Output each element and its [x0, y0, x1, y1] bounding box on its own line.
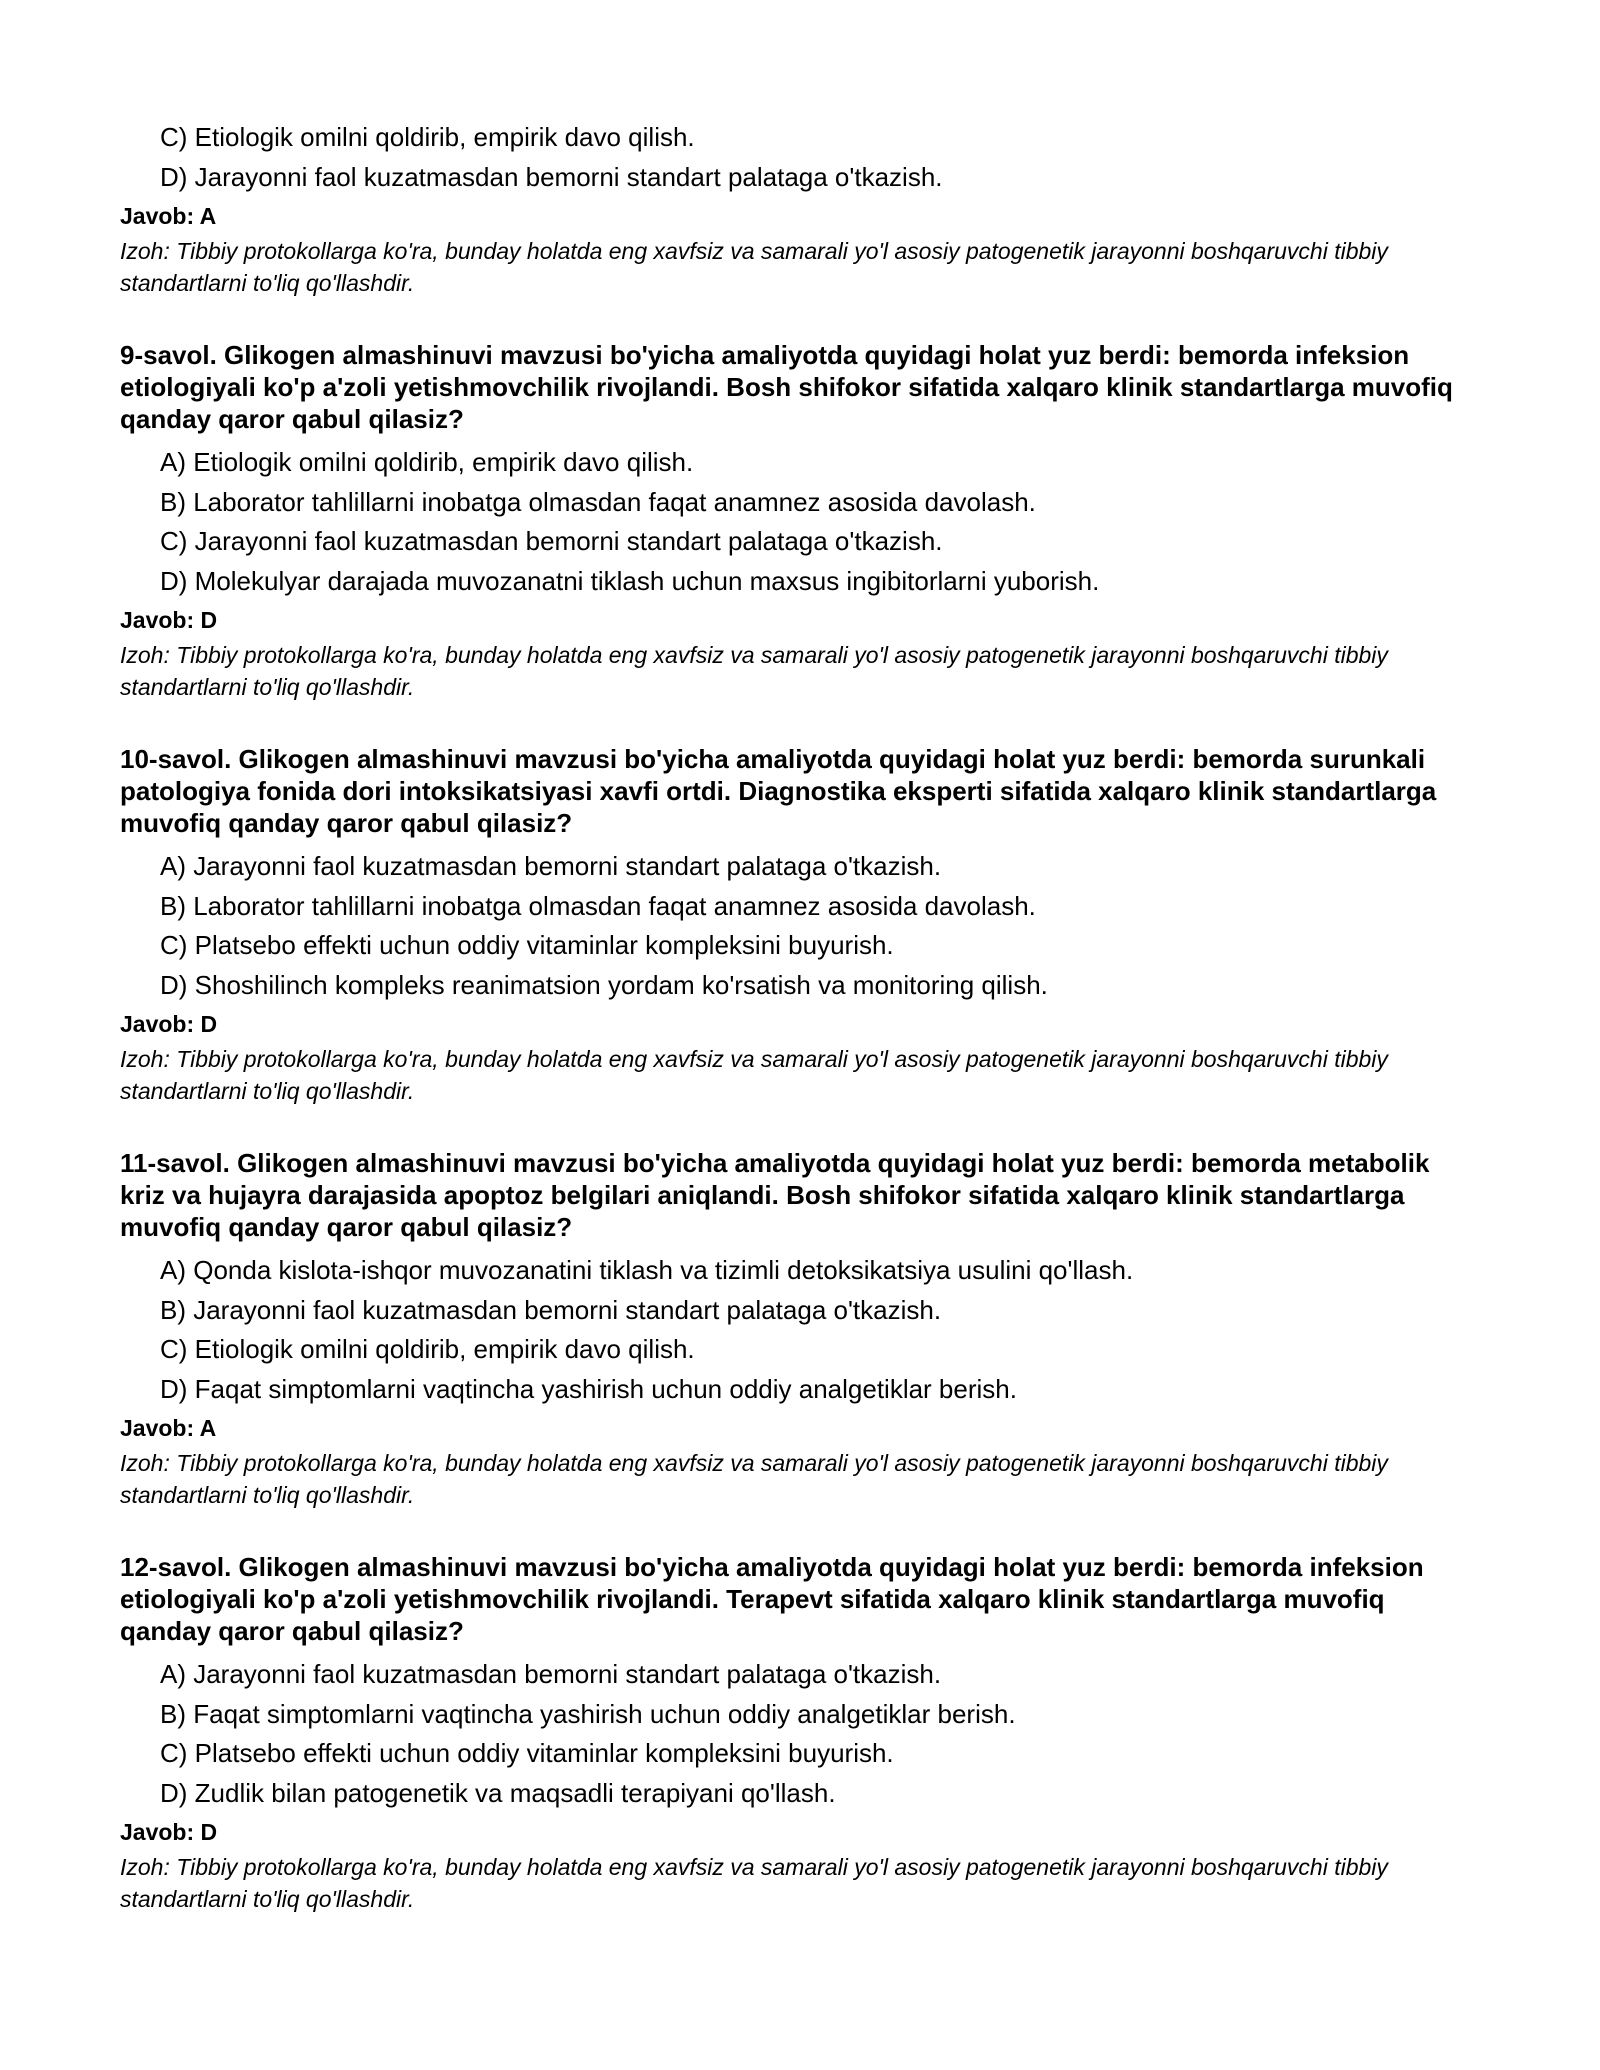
option-a: A) Etiologik omilni qoldirib, empirik davo qilish.	[160, 447, 694, 477]
option-b: B) Laborator tahlillarni inobatga olmasdan faqat anamnez asosida davolash.	[160, 486, 1036, 517]
option-c: C) Platsebo effekti uchun oddiy vitaminlar kompleksini buyurish.	[160, 930, 894, 960]
options-list	[120, 443, 1465, 601]
options-list	[120, 847, 1465, 1005]
option-c: C) Etiologik omilni qoldirib, empirik davo qilish.	[160, 122, 695, 152]
question-text: 9-savol. Glikogen almashinuvi mavzusi bo'yicha amaliyotda quyidagi holat yuz berdi: bemorda infeksion etiologiyali ko'p a'zoli yetishmovchilik rivojlandi. Bosh shifokor sifatida xalqaro klinik standartlarga muvofiq qanday qaror qabul qilasiz?	[120, 340, 1453, 434]
option-d: D) Zudlik bilan patogenetik va maqsadli terapiyani qo'llash.	[160, 1777, 836, 1808]
options-list	[120, 1655, 1465, 1813]
answer-label: Javob: A	[120, 203, 217, 229]
option-a: A) Jarayonni faol kuzatmasdan bemorni standart palataga o'tkazish.	[160, 1659, 942, 1689]
options-list	[120, 118, 1465, 197]
option-c: C) Platsebo effekti uchun oddiy vitaminlar kompleksini buyurish.	[160, 1738, 894, 1768]
options-list	[120, 1251, 1465, 1409]
question-11	[120, 1147, 1465, 1511]
explanation-note: Izoh: Tibbiy protokollarga ko'ra, bunday holatda eng xavfsiz va samarali yo'l asosiy patogenetik jarayonni boshqaruvchi tibbiy standartlarni to'liq qo'llashdir.	[120, 1450, 1388, 1508]
explanation-note: Izoh: Tibbiy protokollarga ko'ra, bunday holatda eng xavfsiz va samarali yo'l asosiy patogenetik jarayonni boshqaruvchi tibbiy standartlarni to'liq qo'llashdir.	[120, 1854, 1388, 1912]
question-10	[120, 743, 1465, 1107]
document-page	[120, 118, 1465, 1915]
question-text: 11-savol. Glikogen almashinuvi mavzusi bo'yicha amaliyotda quyidagi holat yuz berdi: bemorda metabolik kriz va hujayra darajasida apoptoz belgilari aniqlandi. Bosh shifokor sifatida xalqaro klinik standartlarga muvofiq qanday qaror qabul qilasiz?	[120, 1148, 1430, 1242]
question-text: 10-savol. Glikogen almashinuvi mavzusi bo'yicha amaliyotda quyidagi holat yuz berdi: bemorda surunkali patologiya fonida dori intoksikatsiyasi xavfi ortdi. Diagnostika eksperti sifatida xalqaro klinik standartlarga muvofiq qanday qaror qabul qilasiz?	[120, 744, 1437, 838]
option-d: D) Jarayonni faol kuzatmasdan bemorni standart palataga o'tkazish.	[160, 161, 943, 192]
question-text: 12-savol. Glikogen almashinuvi mavzusi bo'yicha amaliyotda quyidagi holat yuz berdi: bemorda infeksion etiologiyali ko'p a'zoli yetishmovchilik rivojlandi. Terapevt sifatida xalqaro klinik standartlarga muvofiq qanday qaror qabul qilasiz?	[120, 1552, 1424, 1646]
option-d: D) Shoshilinch kompleks reanimatsion yordam ko'rsatish va monitoring qilish.	[160, 969, 1048, 1000]
explanation-note: Izoh: Tibbiy protokollarga ko'ra, bunday holatda eng xavfsiz va samarali yo'l asosiy patogenetik jarayonni boshqaruvchi tibbiy standartlarni to'liq qo'llashdir.	[120, 1046, 1388, 1104]
option-b: B) Faqat simptomlarni vaqtincha yashirish uchun oddiy analgetiklar berish.	[160, 1698, 1016, 1729]
option-a: A) Jarayonni faol kuzatmasdan bemorni standart palataga o'tkazish.	[160, 851, 942, 881]
option-c: C) Etiologik omilni qoldirib, empirik davo qilish.	[160, 1334, 695, 1364]
option-a: A) Qonda kislota-ishqor muvozanatini tiklash va tizimli detoksikatsiya usulini qo'llash.	[160, 1255, 1134, 1285]
option-b: B) Laborator tahlillarni inobatga olmasdan faqat anamnez asosida davolash.	[160, 890, 1036, 921]
answer-label: Javob: D	[120, 607, 218, 633]
option-b: B) Jarayonni faol kuzatmasdan bemorni standart palataga o'tkazish.	[160, 1294, 942, 1325]
carryover-block	[120, 118, 1465, 299]
question-12	[120, 1551, 1465, 1915]
option-d: D) Faqat simptomlarni vaqtincha yashirish uchun oddiy analgetiklar berish.	[160, 1373, 1017, 1404]
answer-label: Javob: D	[120, 1011, 218, 1037]
option-c: C) Jarayonni faol kuzatmasdan bemorni standart palataga o'tkazish.	[160, 526, 943, 556]
answer-label: Javob: D	[120, 1819, 218, 1845]
explanation-note: Izoh: Tibbiy protokollarga ko'ra, bunday holatda eng xavfsiz va samarali yo'l asosiy patogenetik jarayonni boshqaruvchi tibbiy standartlarni to'liq qo'llashdir.	[120, 238, 1388, 296]
option-d: D) Molekulyar darajada muvozanatni tiklash uchun maxsus ingibitorlarni yuborish.	[160, 565, 1100, 596]
explanation-note: Izoh: Tibbiy protokollarga ko'ra, bunday holatda eng xavfsiz va samarali yo'l asosiy patogenetik jarayonni boshqaruvchi tibbiy standartlarni to'liq qo'llashdir.	[120, 642, 1388, 700]
question-9	[120, 339, 1465, 703]
answer-label: Javob: A	[120, 1415, 217, 1441]
